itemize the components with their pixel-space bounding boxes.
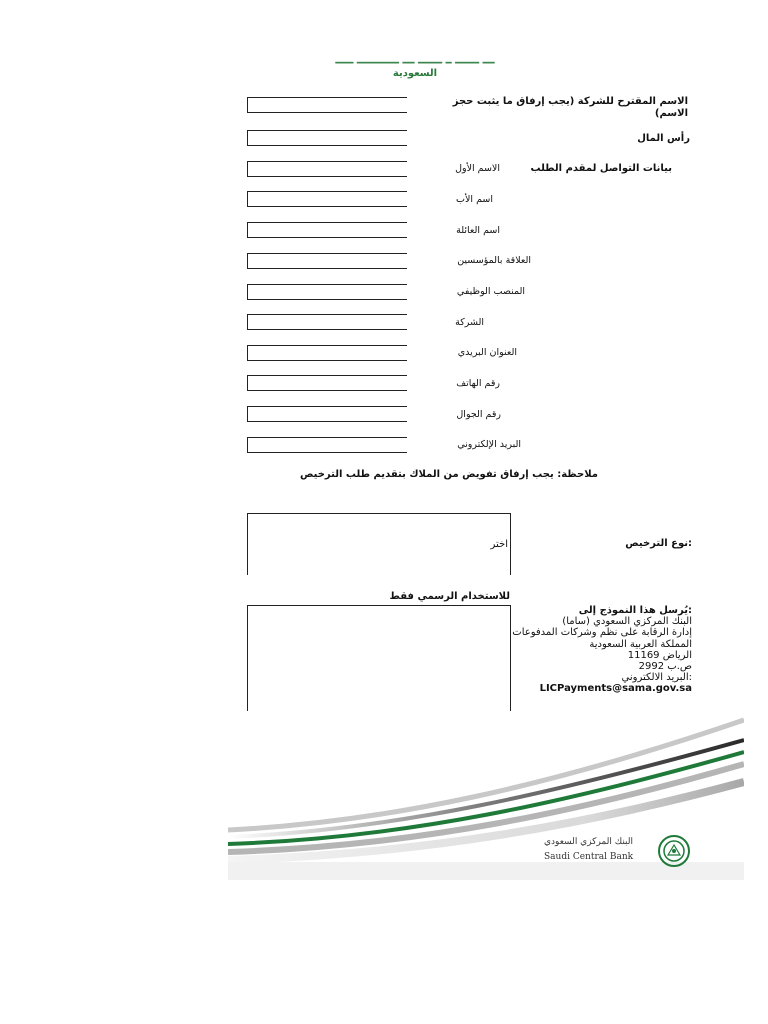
postal-address-label: العنوان البريدي [457,347,517,358]
mobile-input[interactable] [247,406,407,422]
form-title-cut-line: ━━ ━━━━ ━ ━━━━ ━━ ━━━━━━━ ━━━ [335,58,495,68]
company-name-input[interactable] [247,97,407,113]
first-name-input[interactable] [247,161,407,177]
family-name-label: اسم العائلة [456,225,500,236]
sama-emblem-icon [654,833,694,869]
license-type-label: :نوع الترخيص [625,538,692,549]
send-to-heading: :يُرسل هذا النموذج إلى [578,605,692,616]
send-to-email[interactable]: LICPayments@sama.gov.sa [539,683,692,695]
form-title-text: السعودية [392,68,438,79]
father-name-input[interactable] [247,191,407,207]
authorization-note: ملاحظة: يجب إرفاق تفويض من الملاك بتقديم طلب الترخيص [300,469,598,480]
logo-english-text: Saudi Central Bank [544,852,634,862]
company-name-label: الاسم المقترح للشركة (يجب إرفاق ما يثبت حجز الاسم) [452,96,688,119]
family-name-input[interactable] [247,222,407,238]
company-input[interactable] [247,314,407,330]
email-input[interactable] [247,437,407,453]
form-title [300,58,530,82]
send-to-block [505,605,692,695]
phone-label: رقم الهاتف [456,378,500,389]
founders-relation-input[interactable] [247,253,407,269]
capital-label: رأس المال [637,133,690,144]
company-label: الشركة [455,317,484,328]
send-to-line: الرياض 11169 [627,649,692,661]
send-to-line: :البريد الالكتروني [621,672,692,684]
job-title-label: المنصب الوظيفي [456,286,525,297]
mobile-label: رقم الجوال [456,409,501,420]
contact-section-label: بيانات التواصل لمقدم الطلب [530,163,672,174]
official-use-box [247,605,511,711]
license-type-select[interactable] [247,513,511,575]
capital-input[interactable] [247,130,407,146]
send-to-line: إدارة الرقابة على نظم وشركات المدفوعات [512,627,692,639]
sama-logo [540,833,710,869]
send-to-line: ص.ب 2992 [638,661,692,673]
send-to-line: البنك المركزي السعودي (ساما) [562,616,692,628]
send-to-line: المملكة العربية السعودية [589,638,692,650]
postal-address-input[interactable] [247,345,407,361]
job-title-input[interactable] [247,284,407,300]
phone-input[interactable] [247,375,407,391]
logo-arabic-text: البنك المركزي السعودي [544,837,634,847]
father-name-label: اسم الأب [456,194,493,205]
email-label: البريد الإلكتروني [457,439,521,450]
first-name-label: الاسم الأول [455,163,500,174]
license-type-selected: اختر [490,539,508,550]
founders-relation-label: العلاقة بالمؤسسين [457,255,531,266]
official-use-label: للاستخدام الرسمي فقط [389,591,510,602]
